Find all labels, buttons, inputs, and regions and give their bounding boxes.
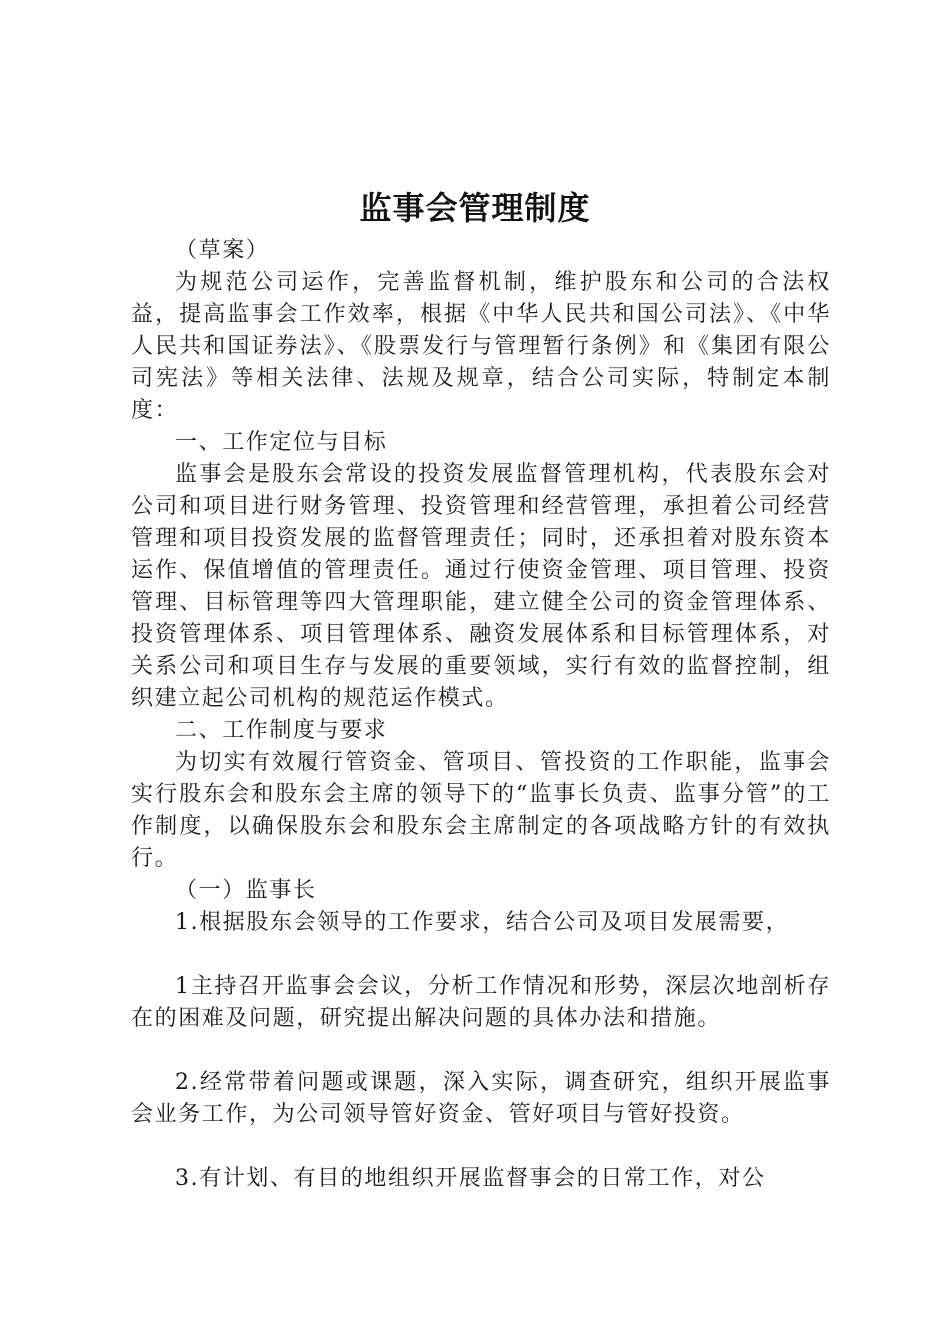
subsection-heading-chief-supervisor: （一）监事长 bbox=[175, 878, 317, 903]
preamble-paragraph: 为规范公司运作，完善监督机制，维护股东和公司的合法权益，提高监事会工作效率，根据《中华人民共和国公司法》、《中华人民共和国证券法》、《股票发行与管理暂行条例》和《集团有限公司宪法》等相关法律、法规及规章，结合公司实际，特制定本制度： bbox=[131, 270, 831, 423]
positioning-paragraph: 监事会是股东会常设的投资发展监督管理机构，代表股东会对公司和项目进行财务管理、投资管理和经营管理，承担着公司经营管理和项目投资发展的监督管理责任；同时，还承担着对股东资本运作、保值增值的管理责任。通过行使资金管理、项目管理、投资管理、目标管理等四大管理职能，建立健全公司的资金管理体系、投资管理体系、项目管理体系、融资发展体系和目标管理体系，对关系公司和项目生存与发展的重要领域，实行有效的监督控制，组织建立起公司机构的规范运作模式。 bbox=[131, 462, 831, 711]
section-heading-system: 二、工作制度与要求 bbox=[175, 718, 388, 743]
item-1-paragraph: 1.根据股东会领导的工作要求，结合公司及项目发展需要， bbox=[175, 910, 790, 935]
item-1-sub-paragraph: 1主持召开监事会会议，分析工作情况和形势，深层次地剖析存在的困难及问题，研究提出解决问题的具体办法和措施。 bbox=[131, 974, 831, 1031]
draft-note: （草案） bbox=[175, 238, 270, 263]
section-heading-positioning: 一、工作定位与目标 bbox=[175, 430, 388, 455]
document-body bbox=[131, 235, 831, 1195]
document-title: 监事会管理制度 bbox=[359, 189, 591, 227]
item-3-paragraph: 3.有计划、有目的地组织开展监督事会的日常工作，对公 bbox=[175, 1166, 766, 1191]
system-paragraph: 为切实有效履行管资金、管项目、管投资的工作职能，监事会实行股东会和股东会主席的领导下的“监事长负责、监事分管”的工作制度，以确保股东会和股东会主席制定的各项战略方针的有效执行。 bbox=[131, 750, 831, 871]
item-2-paragraph: 2.经常带着问题或课题，深入实际，调查研究，组织开展监事会业务工作，为公司领导管好资金、管好项目与管好投资。 bbox=[131, 1070, 831, 1127]
